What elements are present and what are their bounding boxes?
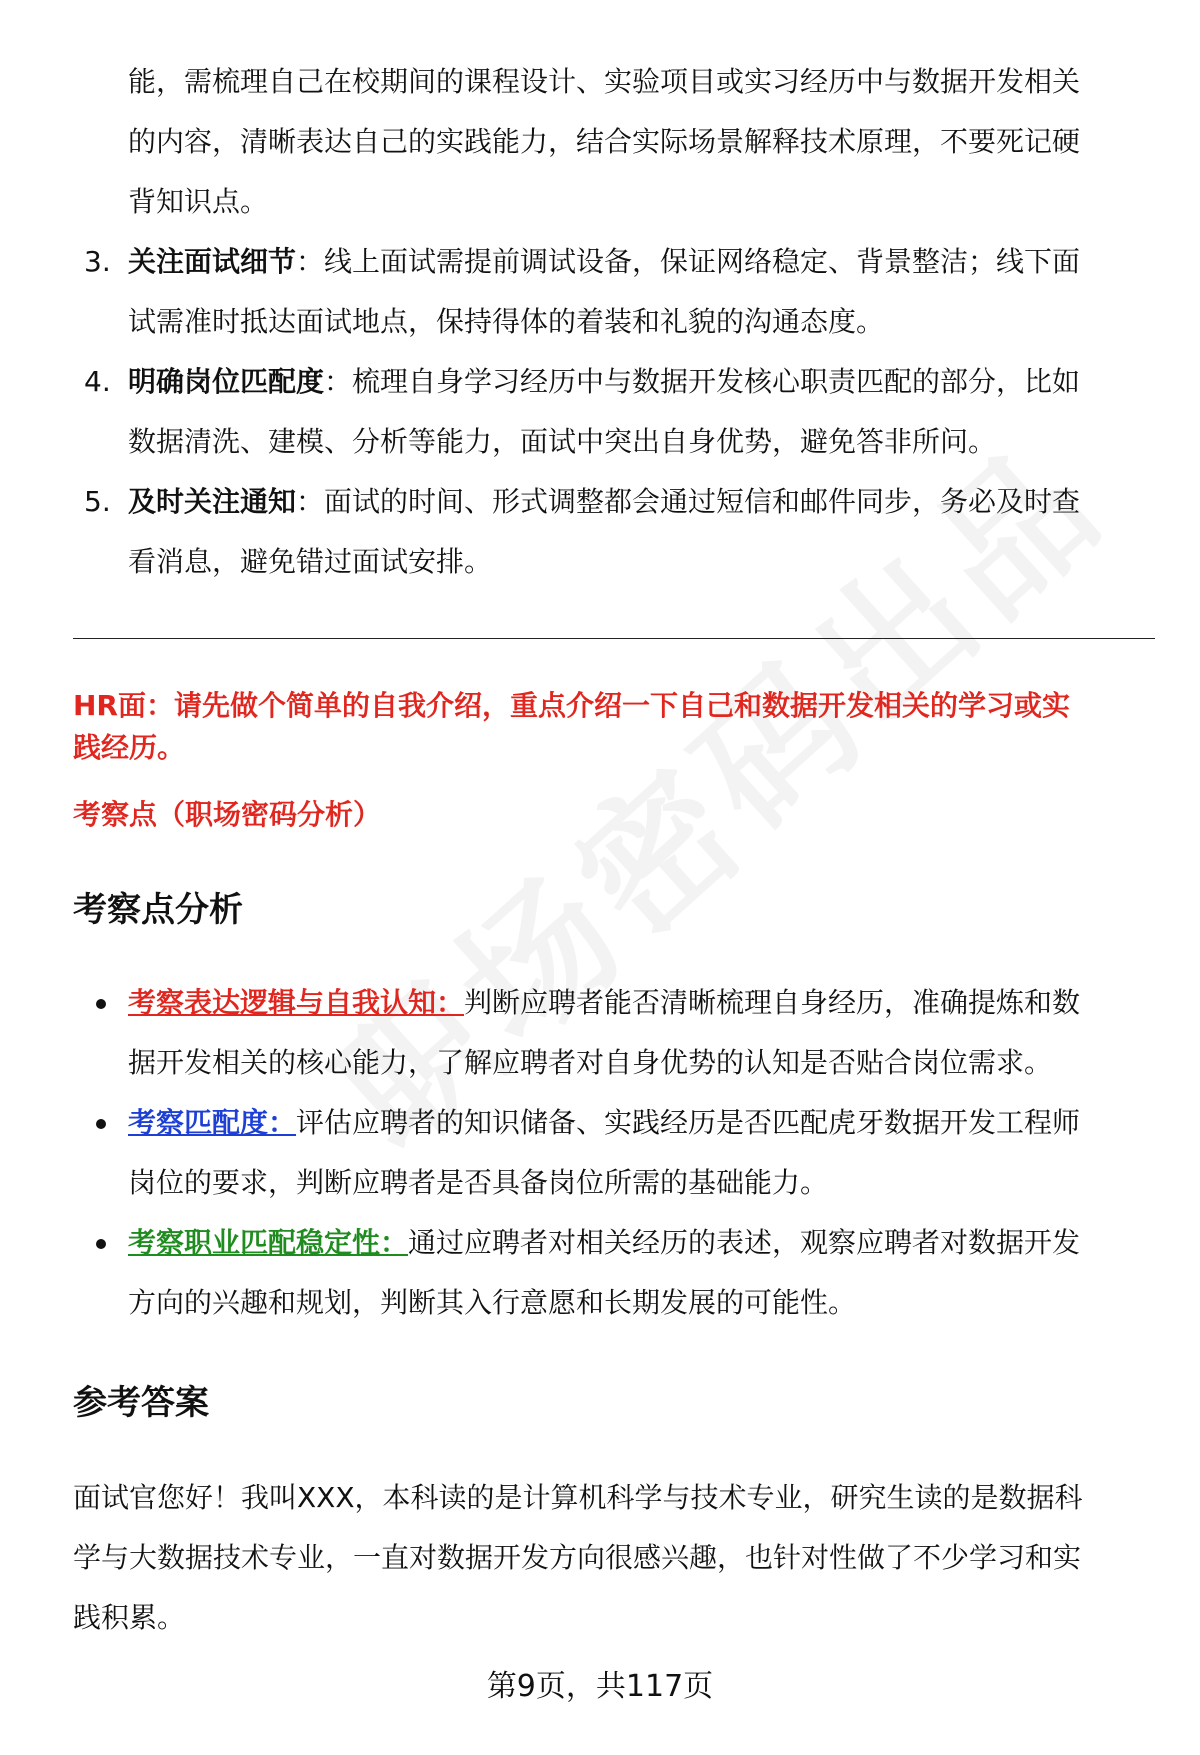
paragraph-line: 看消息，避免错过面试安排。	[128, 545, 493, 578]
paragraph-line: 践积累。	[73, 1601, 186, 1634]
bullet-icon	[96, 1239, 106, 1249]
paragraph-line	[128, 973, 1166, 1033]
item-text: 通过应聘者对相关经历的表述，观察应聘者对数据开发	[408, 1226, 1081, 1259]
item-text: 判断应聘者能否清晰梳理自身经历，准确提炼和数	[464, 986, 1081, 1019]
question-line: 践经历。	[73, 731, 186, 764]
paragraph-line: 能，需梳理自己在校期间的课程设计、实验项目或实习经历中与数据开发相关	[128, 65, 1081, 98]
paragraph-line: 岗位的要求，判断应聘者是否具备岗位所需的基础能力。	[128, 1166, 829, 1199]
list-item	[96, 1213, 1166, 1333]
list-item	[84, 472, 1164, 592]
paragraph-line: 面试官您好！我叫XXX，本科读的是计算机科学与技术专业，研究生读的是数据科	[73, 1481, 1083, 1514]
paragraph-line	[128, 1213, 1166, 1273]
horizontal-divider	[73, 638, 1155, 639]
paragraph-line: 数据清洗、建模、分析等能力，面试中突出自身优势，避免答非所问。	[128, 425, 997, 458]
item-title: 及时关注通知	[128, 485, 297, 518]
list-number: 5.	[84, 485, 111, 518]
item-title: 明确岗位匹配度	[128, 365, 325, 398]
list-item	[84, 352, 1164, 472]
paragraph-line: 背知识点。	[128, 185, 269, 218]
page-footer: 第9页，共117页	[486, 1669, 714, 1704]
list-number: 3.	[84, 245, 111, 278]
paragraph-line: 据开发相关的核心能力，了解应聘者对自身优势的认知是否贴合岗位需求。	[128, 1046, 1053, 1079]
list-item	[96, 973, 1166, 1093]
analysis-heading: 考察点分析	[73, 890, 243, 930]
tips-list	[84, 52, 1164, 592]
bullet-icon	[96, 1119, 106, 1129]
answer-heading: 参考答案	[73, 1383, 209, 1423]
paragraph-line: 学与大数据技术专业，一直对数据开发方向很感兴趣，也针对性做了不少学习和实	[73, 1541, 1082, 1574]
item-text: ：线上面试需提前调试设备，保证网络稳定、背景整洁；线下面	[296, 245, 1081, 278]
bullet-icon	[96, 999, 106, 1009]
interview-question	[73, 685, 1070, 769]
list-item	[96, 1093, 1166, 1213]
analysis-list	[96, 973, 1166, 1333]
paragraph-line	[128, 232, 1164, 292]
paragraph-line	[128, 472, 1164, 532]
item-text: 评估应聘者的知识储备、实践经历是否匹配虎牙数据开发工程师	[296, 1106, 1081, 1139]
exam-point-label: 考察点（职场密码分析）	[73, 798, 382, 831]
list-number: 4.	[84, 365, 111, 398]
analysis-key: 考察匹配度：	[128, 1106, 297, 1139]
paragraph-line	[128, 1093, 1166, 1153]
list-item	[84, 52, 1164, 232]
paragraph-line: 试需准时抵达面试地点，保持得体的着装和礼貌的沟通态度。	[128, 305, 885, 338]
list-item	[84, 232, 1164, 352]
answer-paragraph	[73, 1468, 1163, 1648]
paragraph-line: 的内容，清晰表达自己的实践能力，结合实际场景解释技术原理，不要死记硬	[128, 125, 1081, 158]
item-text: ：面试的时间、形式调整都会通过短信和邮件同步，务必及时查	[296, 485, 1081, 518]
paragraph-line: 方向的兴趣和规划，判断其入行意愿和长期发展的可能性。	[128, 1286, 857, 1319]
analysis-key: 考察职业匹配稳定性：	[128, 1226, 409, 1259]
analysis-key: 考察表达逻辑与自我认知：	[128, 986, 465, 1019]
item-text: ：梳理自身学习经历中与数据开发核心职责匹配的部分，比如	[324, 365, 1081, 398]
question-line: HR面：请先做个简单的自我介绍，重点介绍一下自己和数据开发相关的学习或实	[73, 689, 1070, 722]
paragraph-line	[128, 352, 1164, 412]
item-title: 关注面试细节	[128, 245, 297, 278]
